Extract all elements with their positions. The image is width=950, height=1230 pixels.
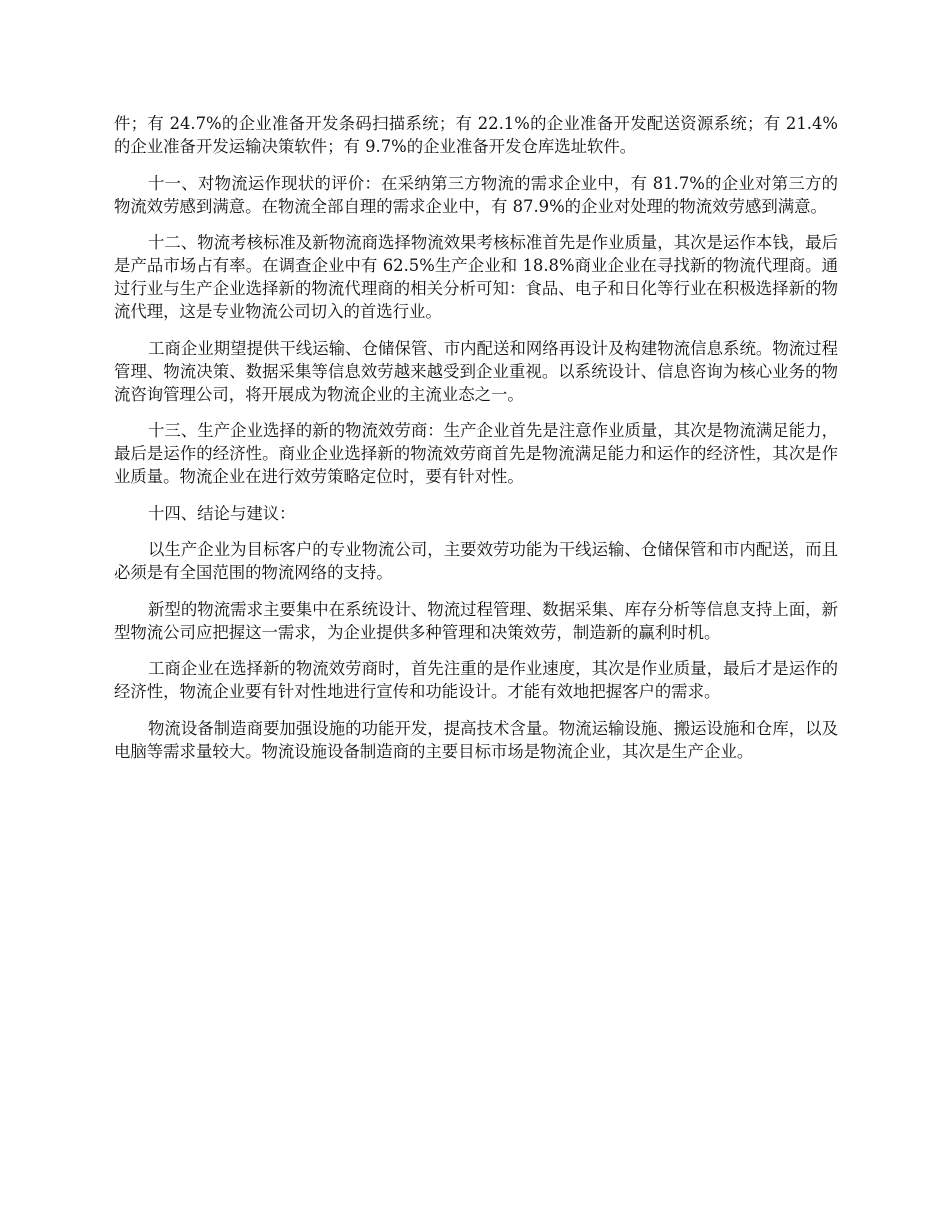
paragraph-section-13: 十三、生产企业选择的新的物流效劳商：生产企业首先是注意作业质量，其次是物流满足能力，最后是运作的经济性。商业企业选择新的物流效劳商首先是物流满足能力和运作的经济性，其次是作业质量。物流企业在进行效劳策略定位时，要有针对性。 <box>114 421 838 486</box>
paragraph-continuation: 件；有 24.7%的企业准备开发条码扫描系统；有 22.1%的企业准备开发配送资源系统；有 21.4%的企业准备开发运输决策软件；有 9.7%的企业准备开发仓库选址软件。 <box>114 114 838 156</box>
paragraph-section-11: 十一、对物流运作现状的评价：在采纳第三方物流的需求企业中，有 81.7%的企业对第三方的物流效劳感到满意。在物流全部自理的需求企业中，有 87.9%的企业对处理的物流效劳感到满意。 <box>114 173 838 216</box>
paragraph-section-14-heading: 十四、结论与建议： <box>148 503 296 523</box>
paragraph-conclusion-1: 以生产企业为目标客户的专业物流公司，主要效劳功能为干线运输、仓储保管和市内配送，而且必须是有全国范围的物流网络的支持。 <box>114 540 838 582</box>
paragraph-conclusion-2: 新型的物流需求主要集中在系统设计、物流过程管理、数据采集、库存分析等信息支持上面，新型物流公司应把握这一需求，为企业提供多种管理和决策效劳，制造新的赢利时机。 <box>114 599 838 642</box>
paragraph-conclusion-3: 工商企业在选择新的物流效劳商时，首先注重的是作业速度，其次是作业质量，最后才是运作的经济性，物流企业要有针对性地进行宣传和功能设计。才能有效地把握客户的需求。 <box>114 659 838 701</box>
document-page <box>114 112 838 776</box>
paragraph-section-12: 十二、物流考核标准及新物流商选择物流效果考核标准首先是作业质量，其次是运作本钱，最后是产品市场占有率。在调查企业中有 62.5%生产企业和 18.8%商业企业在寻找新的物流代理商。通过行业与生产企业选择新的物流代理商的相关分析可知：食品、电子和日化等行业在积极选择新的物流代理，这是专业物流公司切入的首选行业。 <box>114 233 838 321</box>
paragraph-logistics-info-services: 工商企业期望提供干线运输、仓储保管、市内配送和网络再设计及构建物流信息系统。物流过程管理、物流决策、数据采集等信息效劳越来越受到企业重视。以系统设计、信息咨询为核心业务的物流咨询管理公司，将开展成为物流企业的主流业态之一。 <box>114 338 838 404</box>
paragraph-conclusion-4: 物流设备制造商要加强设施的功能开发，提高技术含量。物流运输设施、搬运设施和仓库，以及电脑等需求量较大。物流设施设备制造商的主要目标市场是物流企业，其次是生产企业。 <box>114 718 838 761</box>
